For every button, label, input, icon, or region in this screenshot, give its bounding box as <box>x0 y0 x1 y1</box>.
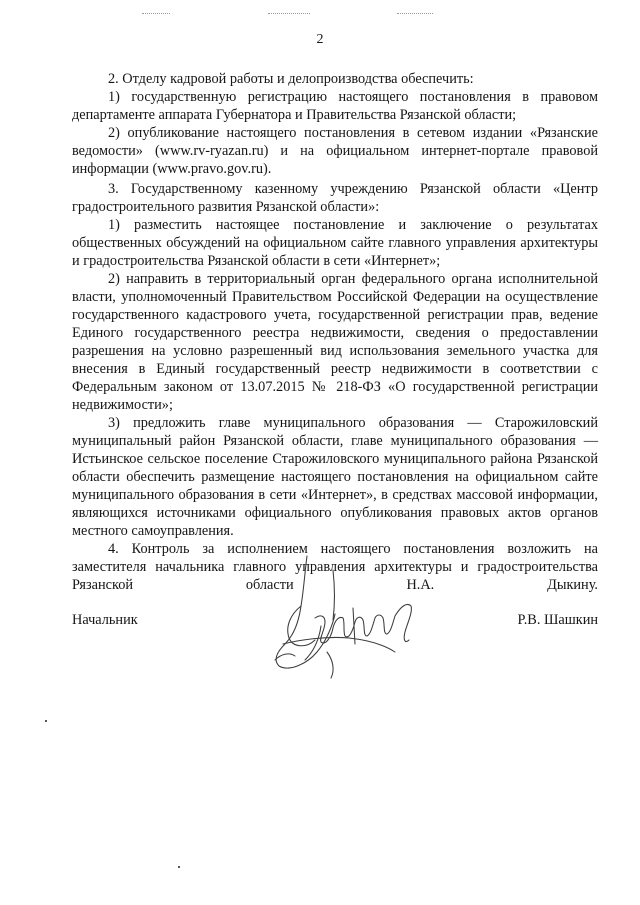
signatory-name: Р.В. Шашкин <box>517 612 598 628</box>
page-number: 2 <box>316 32 324 47</box>
scan-mark <box>397 13 433 14</box>
handwritten-signature <box>255 548 445 683</box>
paragraph-item-3-1: 1) разместить настоящее постановление и заключение о результатах общественных обсуждений на официальном сайте главного управления архитектуры и градостроительства Рязанской области в сети «Интернет»; <box>72 217 598 269</box>
paragraph-item-4: 4. Контроль за исполнением настоящего постановления возложить на заместителя начальника главного управления архитектуры и градостроительства Рязанской области Н.А. Дыкину. <box>72 541 598 593</box>
paragraph-item-3-2: 2) направить в территориальный орган федерального органа исполнительной власти, уполномоченный Правительством Российской Федерации на осуществление государственного кадастрового учета, государственной регистрации прав, ведение Единого государственного реестра недвижимости, сведения о предоставлении разрешения на условно разрешенный вид использования земельного участка для внесения в Единый государственный реестр недвижимости в соответствии с Федеральным законом от 13.07.2015 № 218-ФЗ «О государственной регистрации недвижимости»; <box>72 271 598 413</box>
paragraph-item-3: 3. Государственному казенному учреждению Рязанской области «Центр градостроительного развития Рязанской области»: <box>72 181 598 215</box>
paragraph-item-2: 2. Отделу кадровой работы и делопроизводства обеспечить: <box>108 71 474 87</box>
scan-mark <box>142 13 170 14</box>
scan-mark <box>268 13 310 14</box>
paragraph-item-2-1: 1) государственную регистрацию настоящего постановления в правовом департаменте аппарата Губернатора и Правительства Рязанской области; <box>72 89 598 123</box>
paragraph-item-3-3: 3) предложить главе муниципального образования — Старожиловский муниципальный район Рязанской области, главе муниципального образования — Истьинское сельское поселение Старожиловского муниципального района Рязанской области обеспечить размещение настоящего постановления на официальном сайте муниципального образования в сети «Интернет», в средствах массовой информации, являющихся источниками официального опубликования правовых актов органов местного самоуправления. <box>72 415 598 539</box>
signatory-title: Начальник <box>72 612 138 628</box>
scan-speck <box>178 866 180 868</box>
document-body <box>72 70 598 594</box>
scan-speck <box>45 720 47 722</box>
paragraph-item-2-2: 2) опубликование настоящего постановления в сетевом издании «Рязанские ведомости» (www.rv-ryazan.ru) и на официальном интернет-портале правовой информации (www.pravo.gov.ru). <box>72 125 598 177</box>
